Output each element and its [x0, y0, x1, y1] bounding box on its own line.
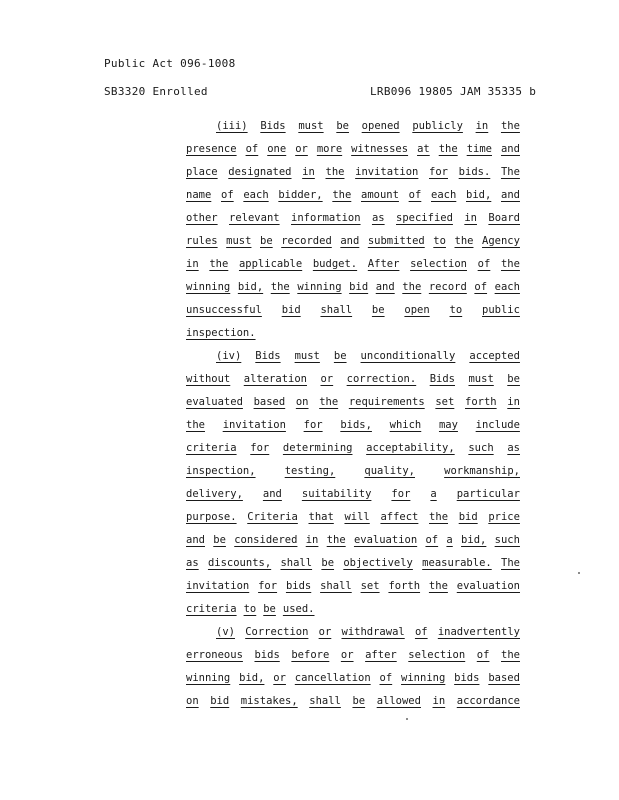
text-line [186, 460, 520, 483]
word: of [379, 672, 393, 684]
word: criteria [186, 603, 237, 615]
word: and [500, 143, 520, 155]
word: bids [285, 580, 312, 592]
text-line [186, 368, 520, 391]
text-line [186, 184, 520, 207]
word: as [186, 557, 199, 569]
word: measurable. [422, 557, 492, 569]
word: Bids [260, 120, 286, 132]
word: shall [320, 580, 352, 592]
text-line [186, 483, 520, 506]
word: winning [186, 672, 231, 684]
word: may [438, 419, 458, 431]
word: for [303, 419, 323, 431]
word: the [500, 258, 520, 270]
word: which [389, 419, 422, 431]
word: in [432, 695, 446, 707]
word: inspection. [186, 327, 256, 339]
text-line [186, 230, 520, 253]
word: Board [488, 212, 520, 224]
word: on [295, 396, 309, 408]
text-line [186, 598, 520, 621]
text-line [186, 391, 520, 414]
word: the [402, 281, 422, 293]
word: (iv) [216, 350, 242, 362]
word: delivery, [186, 488, 243, 500]
word: name [186, 189, 212, 201]
word: determining [282, 442, 353, 454]
word: bid [349, 281, 369, 293]
word: the [501, 649, 520, 661]
word: selection [410, 258, 467, 270]
text-line [186, 414, 520, 437]
word: shall [320, 304, 353, 316]
word: time [466, 143, 492, 155]
word: bids, [340, 419, 372, 431]
word: in [507, 396, 520, 408]
word: and [262, 488, 282, 500]
word: be [371, 304, 385, 316]
word: affect [380, 511, 419, 523]
word: bid, [461, 534, 487, 546]
word: the [500, 120, 520, 132]
word: of [414, 626, 428, 638]
word: and [375, 281, 395, 293]
word: cancellation [294, 672, 371, 684]
word: submitted [367, 235, 425, 247]
word: withdrawal [341, 626, 405, 638]
word: invitation [222, 419, 286, 431]
word: invitation [186, 580, 250, 592]
word: or [340, 649, 354, 661]
word: accepted [469, 350, 520, 362]
word: specified [396, 212, 453, 224]
word: winning [401, 672, 446, 684]
word: Agency [482, 235, 520, 247]
word: The [500, 166, 520, 178]
word: recorded [281, 235, 332, 247]
word: bid [281, 304, 301, 316]
word: amount [361, 189, 399, 201]
text-line [186, 299, 520, 322]
word: or [320, 373, 334, 385]
word: Bids [429, 373, 455, 385]
word: budget. [312, 258, 358, 270]
word: suitability [301, 488, 372, 500]
word: witnesses [351, 143, 409, 155]
word: accordance [456, 695, 520, 707]
text-line [186, 322, 520, 345]
word: based [488, 672, 520, 684]
word: after [365, 649, 397, 661]
word: be [507, 373, 520, 385]
word: before [291, 649, 330, 661]
word: must [294, 350, 320, 362]
text-line [186, 506, 520, 529]
word: to [243, 603, 257, 615]
word: a [430, 488, 437, 500]
word: erroneous [186, 649, 243, 661]
word: unsuccessful [186, 304, 262, 316]
word: rules [186, 235, 218, 247]
word: shall [309, 695, 341, 707]
text-line [186, 138, 520, 161]
word: be [333, 350, 347, 362]
word: workmanship, [444, 465, 520, 477]
word: based [253, 396, 286, 408]
word: to [433, 235, 446, 247]
word: in [475, 120, 489, 132]
text-line [186, 345, 520, 368]
text-line [186, 621, 520, 644]
word: discounts, [207, 557, 272, 569]
word: presence [186, 143, 237, 155]
word: of [245, 143, 259, 155]
word: Criteria [247, 511, 298, 523]
word: be [336, 120, 349, 132]
word: each [431, 189, 457, 201]
word: correction. [346, 373, 417, 385]
word: particular [456, 488, 520, 500]
word: the [319, 396, 339, 408]
word: the [209, 258, 229, 270]
word: quality, [364, 465, 415, 477]
word: for [258, 580, 278, 592]
text-line [186, 437, 520, 460]
word: inspection, [186, 465, 256, 477]
word: bids [454, 672, 480, 684]
word: winning [297, 281, 342, 293]
text-line [186, 644, 520, 667]
word: objectively [343, 557, 413, 569]
word: must [298, 120, 324, 132]
word: for [391, 488, 411, 500]
text-line [186, 575, 520, 598]
word: be [213, 534, 226, 546]
word: bids. [458, 166, 491, 178]
word: bid [210, 695, 230, 707]
text-line [186, 207, 520, 230]
word: winning [186, 281, 231, 293]
word: must [226, 235, 252, 247]
word: The [501, 557, 520, 569]
word: record [428, 281, 467, 293]
word: of [425, 534, 439, 546]
word: allowed [376, 695, 421, 707]
word: be [321, 557, 335, 569]
word: other [186, 212, 218, 224]
word: of [408, 189, 422, 201]
word: criteria [186, 442, 237, 454]
word: a [446, 534, 453, 546]
word: applicable [238, 258, 303, 270]
word: in [302, 166, 315, 178]
word: Correction [245, 626, 309, 638]
word: and [186, 534, 205, 546]
word: the [270, 281, 290, 293]
word: or [318, 626, 332, 638]
word: as [371, 212, 385, 224]
word: forth [388, 580, 421, 592]
word: place [186, 166, 218, 178]
word: unconditionally [360, 350, 456, 362]
text-line [186, 276, 520, 299]
word: used. [282, 603, 315, 615]
word: each [494, 281, 520, 293]
word: be [260, 235, 273, 247]
word: be [352, 695, 366, 707]
word: in [305, 534, 319, 546]
word: public [482, 304, 520, 316]
word: bid, [466, 189, 492, 201]
word: mistakes, [240, 695, 298, 707]
word: set [435, 396, 455, 408]
word: bid, [239, 672, 265, 684]
word: to [449, 304, 463, 316]
word: invitation [355, 166, 419, 178]
text-line [186, 667, 520, 690]
word: bidder, [278, 189, 323, 201]
word: forth [465, 396, 497, 408]
word: on [186, 695, 199, 707]
word: (v) [216, 626, 235, 638]
scan-speck [578, 572, 580, 574]
word: that [308, 511, 334, 523]
word: purpose. [186, 511, 237, 523]
word: include [475, 419, 520, 431]
word: in [186, 258, 199, 270]
text-line [186, 552, 520, 575]
word: without [186, 373, 231, 385]
word: at [417, 143, 430, 155]
word: of [477, 258, 491, 270]
word: the [428, 580, 448, 592]
word: evaluation [456, 580, 520, 592]
word: selection [408, 649, 466, 661]
word: set [360, 580, 380, 592]
text-line [186, 115, 520, 138]
word: Bids [255, 350, 281, 362]
word: the [454, 235, 474, 247]
bill-text-body [186, 115, 520, 713]
word: After [367, 258, 400, 270]
word: price [488, 511, 520, 523]
word: bid, [237, 281, 264, 293]
word: or [295, 143, 308, 155]
word: open [404, 304, 430, 316]
word: the [429, 511, 449, 523]
word: relevant [229, 212, 280, 224]
word: must [468, 373, 494, 385]
text-line [186, 253, 520, 276]
word: will [344, 511, 370, 523]
scan-speck [406, 718, 408, 720]
word: in [464, 212, 477, 224]
text-line [186, 690, 520, 713]
bill-number: SB3320 Enrolled [104, 85, 208, 98]
word: such [468, 442, 494, 454]
word: and [501, 189, 520, 201]
word: of [221, 189, 234, 201]
word: be [263, 603, 276, 615]
word: each [243, 189, 269, 201]
word: considered [234, 534, 298, 546]
word: and [340, 235, 360, 247]
word: such [494, 534, 520, 546]
word: publicly [412, 120, 463, 132]
word: for [250, 442, 270, 454]
word: bid [458, 511, 478, 523]
word: more [316, 143, 343, 155]
word: the [326, 534, 346, 546]
word: the [438, 143, 458, 155]
word: inadvertently [437, 626, 520, 638]
word: as [507, 442, 520, 454]
word: evaluated [186, 396, 243, 408]
word: or [273, 672, 286, 684]
word: shall [280, 557, 313, 569]
word: of [476, 649, 490, 661]
word: testing, [284, 465, 336, 477]
text-line [186, 529, 520, 552]
word: bids [254, 649, 280, 661]
word: opened [361, 120, 400, 132]
lrb-number: LRB096 19805 JAM 35335 b [370, 85, 537, 98]
word: for [429, 166, 448, 178]
word: the [186, 419, 205, 431]
word: of [474, 281, 488, 293]
word: alteration [243, 373, 307, 385]
word: requirements [348, 396, 425, 408]
word: evaluation [353, 534, 418, 546]
word: (iii) [216, 120, 248, 132]
word: one [267, 143, 287, 155]
word: designated [228, 166, 292, 178]
text-line [186, 161, 520, 184]
word: the [325, 166, 345, 178]
word: acceptability, [366, 442, 455, 454]
word: the [332, 189, 352, 201]
word: information [291, 212, 361, 224]
public-act-number: Public Act 096-1008 [104, 57, 236, 70]
